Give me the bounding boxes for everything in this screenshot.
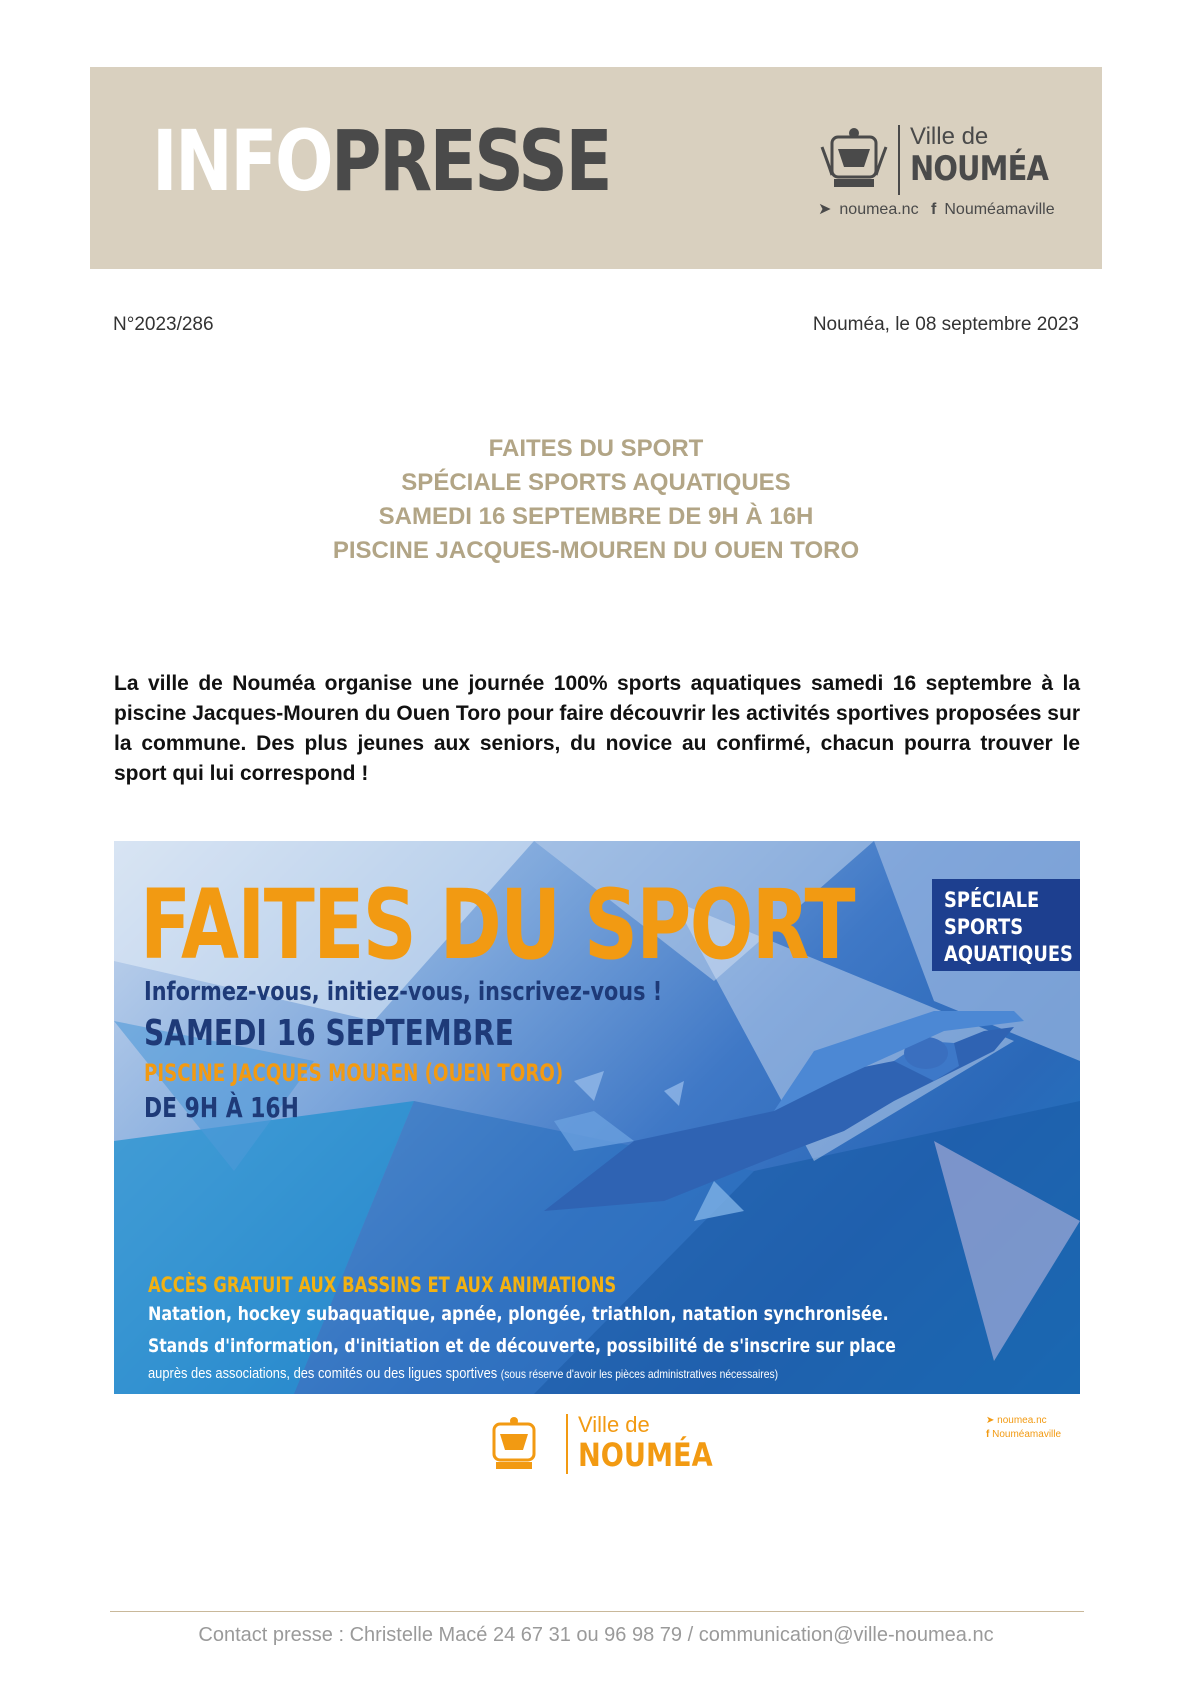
noumea-crest-icon xyxy=(484,1416,544,1472)
noumea-logo-bottom xyxy=(484,1412,714,1476)
poster-associations xyxy=(148,1365,778,1382)
lead-paragraph: La ville de Nouméa organise une journée 100% sports aquatiques samedi 16 septembre à la piscine Jacques-Mouren du Ouen Toro pour faire découvrir les activités sportives proposées sur la commune. Des plus jeunes aux seniors, du novice au confirmé, chacun pourra trouver le sport qui lui correspond ! xyxy=(114,672,1080,785)
poster-hours: DE 9H À 16H xyxy=(144,1091,299,1124)
facebook-icon: f xyxy=(986,1429,990,1440)
noumea-crest-icon xyxy=(818,127,890,191)
headline-line-1: FAITES DU SPORT xyxy=(488,435,704,462)
logo-links xyxy=(818,199,1063,219)
press-release-number: N°2023/286 xyxy=(113,314,214,335)
headline xyxy=(90,432,1102,568)
logo-city-name: NOUMÉA xyxy=(910,149,1048,189)
headline-line-3: SAMEDI 16 SEPTEMBRE DE 9H À 16H xyxy=(378,503,814,530)
send-icon: ➤ xyxy=(818,201,832,218)
noumea-logo xyxy=(818,121,1078,221)
poster-tagline: Informez-vous, initiez-vous, inscrivez-vous ! xyxy=(144,977,663,1007)
badge-line-3: AQUATIQUES xyxy=(944,942,1073,966)
header-band xyxy=(90,67,1102,269)
headline-line-2: SPÉCIALE SPORTS AQUATIQUES xyxy=(401,469,791,496)
logo-divider xyxy=(566,1414,568,1474)
poster-free-access: ACCÈS GRATUIT AUX BASSINS ET AUX ANIMATIONS xyxy=(148,1273,617,1297)
poster-associations-text: auprès des associations, des comités ou des ligues sportives xyxy=(148,1365,498,1382)
poster-activities: Natation, hockey subaquatique, apnée, plongée, triathlon, natation synchronisée. xyxy=(148,1303,889,1325)
logo-ville-de: Ville de xyxy=(910,123,989,150)
badge-line-2: SPORTS xyxy=(944,915,1024,939)
masthead-title xyxy=(152,112,611,210)
send-icon: ➤ xyxy=(986,1415,995,1426)
poster-associations-note: (sous réserve d'avoir les pièces administratives nécessaires) xyxy=(500,1367,779,1381)
footer-divider xyxy=(110,1611,1084,1612)
poster-date: SAMEDI 16 SEPTEMBRE xyxy=(144,1013,514,1054)
logo-facebook-link[interactable]: Nouméamaville xyxy=(944,201,1055,218)
poster-title: FAITES DU SPORT xyxy=(140,869,855,981)
swimmer-illustration xyxy=(514,991,1034,1231)
masthead-info: INFO xyxy=(152,112,332,210)
poster-venue: PISCINE JACQUES MOUREN (OUEN TORO) xyxy=(144,1059,564,1087)
masthead-presse: PRESSE xyxy=(331,112,611,210)
poster-stands: Stands d'information, d'initiation et de découverte, possibilité de s'inscrire sur place xyxy=(148,1335,896,1357)
headline-line-4: PISCINE JACQUES-MOUREN DU OUEN TORO xyxy=(332,537,860,564)
logo-ville-de: Ville de xyxy=(578,1412,650,1437)
bottom-site-link[interactable]: noumea.nc xyxy=(997,1415,1047,1426)
press-release-date: Nouméa, le 08 septembre 2023 xyxy=(812,314,1079,335)
badge-line-1: SPÉCIALE xyxy=(944,888,1040,912)
logo-divider xyxy=(898,125,900,195)
poster-badge xyxy=(932,879,1080,971)
bottom-facebook-link[interactable]: Nouméamaville xyxy=(992,1429,1062,1440)
event-poster xyxy=(114,841,1080,1394)
logo-site-link[interactable]: noumea.nc xyxy=(839,201,919,218)
facebook-icon: f xyxy=(931,201,937,218)
footer-contact: Contact presse : Christelle Macé 24 67 31 ou 96 98 79 / communication@ville-noumea.nc xyxy=(198,1624,994,1646)
bottom-social-links xyxy=(986,1414,1061,1442)
logo-city-name: NOUMÉA xyxy=(578,1436,713,1474)
